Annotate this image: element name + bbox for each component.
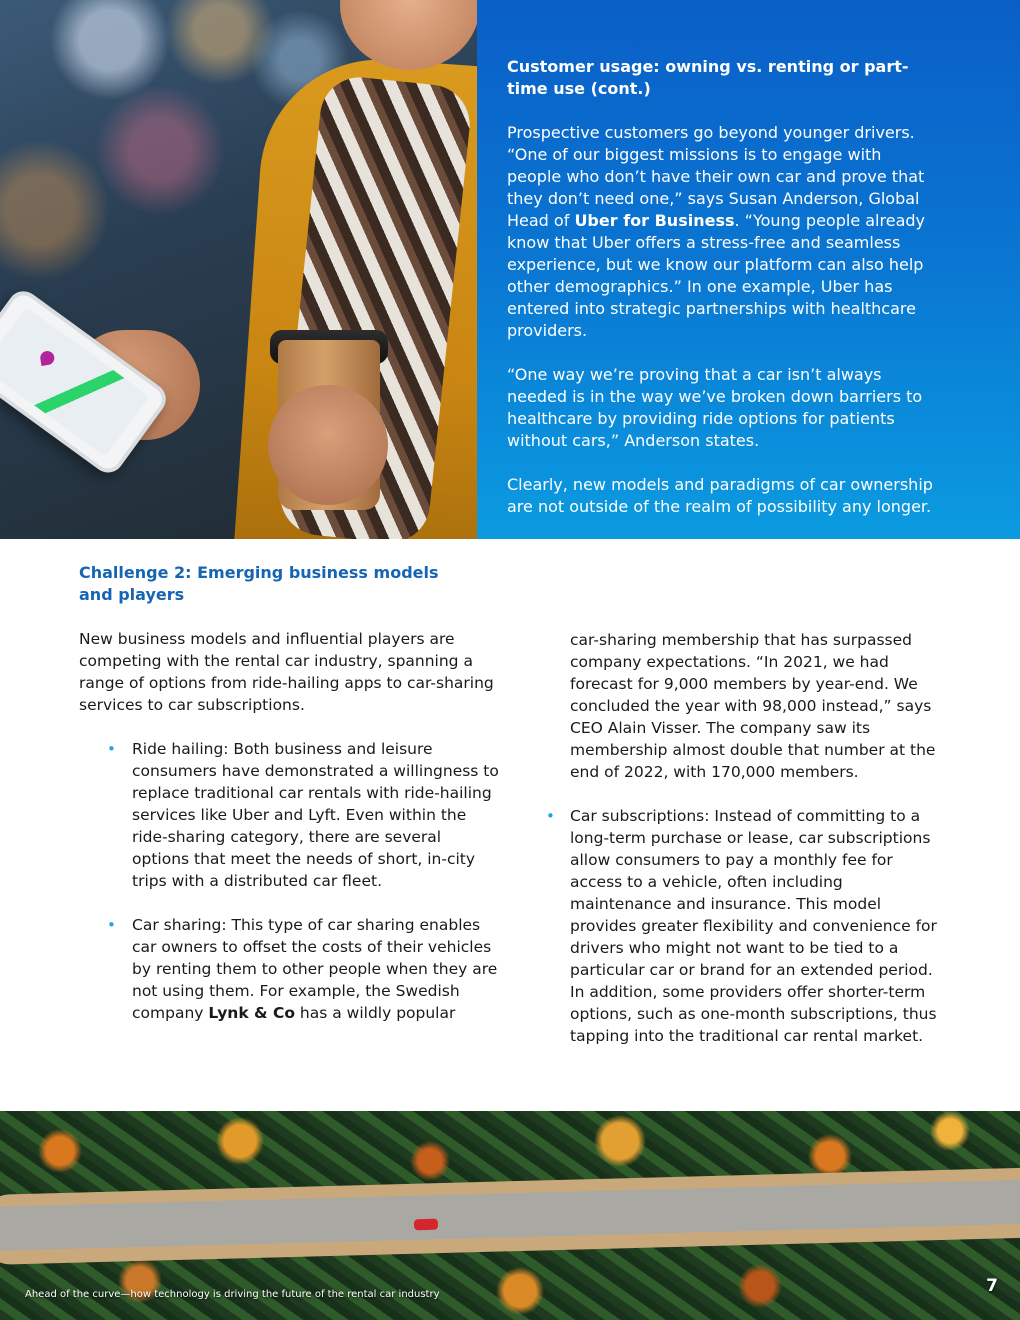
photo-hand-cup: [268, 385, 388, 505]
bullet-icon: •: [107, 740, 116, 758]
intro-paragraph: New business models and influential players are competing with the rental car industry, spanning a range of options from ride-hailing apps to car-sharing services to car subscriptions.: [79, 630, 494, 714]
car-sharing-continued: car-sharing membership that has surpassed company expectations. “In 2021, we had forecast for 9,000 members by year-end. We concluded the year with 98,000 instead,” says CEO Alain Visser. The company saw its membership almost double that number at the end of 2022, with 170,000 members.: [570, 631, 936, 781]
sidebar-panel: [477, 0, 1020, 539]
bullet-list-continued: [546, 805, 946, 1047]
car-icon: [414, 1219, 438, 1231]
lynk-co-bold: Lynk & Co: [208, 1004, 295, 1022]
bullet-icon: •: [107, 916, 116, 934]
panel-paragraph-1: Prospective customers go beyond younger drivers. “One of our biggest missions is to engage with people who don’t have their own car and prove that they don’t need one,” says Susan Anderson, Global Head of Uber for Business. “Young people already know that Uber offers a stress-free and seamless experience, but we know our platform can also help other demographics.” In one example, Uber has entered into strategic partnerships with healthcare providers.: [507, 123, 925, 340]
section-heading: Challenge 2: Emerging business models and players: [79, 563, 439, 604]
phone-map-icon: [0, 285, 172, 479]
panel-text: [507, 56, 937, 540]
uber-for-business-bold: Uber for Business: [574, 211, 735, 230]
list-item-car-sharing: • Car sharing: This type of car sharing enables car owners to offset the costs of their vehicles by renting them to other people when they are not using them. For example, the Swedish company Lynk & Co has a wildly popular: [107, 916, 498, 1022]
footer-photo: [0, 1111, 1020, 1320]
list-item-car-subscriptions: • Car subscriptions: Instead of committing to a long-term purchase or lease, car subscriptions allow consumers to pay a monthly fee for access to a vehicle, often including maintenance and insurance. This model provides greater flexibility and convenience for drivers who might not want to be tied to a particular car or brand for an extended period. In addition, some providers offer shorter-term options, such as one-month subscriptions, thus tapping into the traditional car rental market.: [546, 807, 937, 1045]
hero-photo: [0, 0, 477, 539]
photo-face: [340, 0, 477, 70]
footer-title: Ahead of the curve—how technology is driving the future of the rental car industry: [25, 1289, 440, 1300]
map-pin-icon: [39, 350, 55, 366]
panel-paragraph-2: “One way we’re proving that a car isn’t always needed is in the way we’ve broken down barriers to healthcare by providing ride options for patients without cars,” Anderson states.: [507, 365, 923, 450]
panel-heading: Customer usage: owning vs. renting or part-time use (cont.): [507, 57, 909, 98]
bullet-icon: •: [546, 807, 555, 825]
left-column: [79, 628, 499, 1046]
list-item-ride-hailing: • Ride hailing: Both business and leisure consumers have demonstrated a willingness to replace traditional car rentals with ride-hailing services like Uber and Lyft. Even within the ride-sharing category, there are several options that meet the needs of short, in-city trips with a distributed car fleet.: [107, 740, 499, 890]
panel-paragraph-3: Clearly, new models and paradigms of car ownership are not outside of the realm of possibility any longer.: [507, 475, 933, 516]
right-column: [546, 629, 946, 1069]
bullet-list: [79, 738, 499, 1024]
page-number: 7: [986, 1276, 998, 1296]
